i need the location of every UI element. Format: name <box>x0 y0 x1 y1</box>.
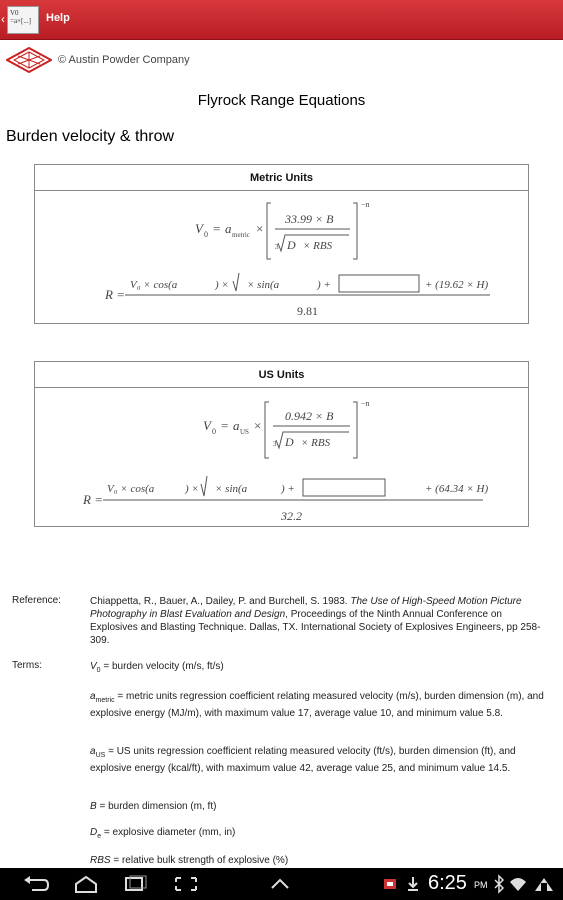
company-header <box>6 46 190 74</box>
term-symbol: D <box>90 827 98 838</box>
us-range-denom: 32.2 <box>281 509 302 523</box>
svg-text:×: × <box>256 221 264 236</box>
metric-range-mid: × sin(a <box>247 279 280 291</box>
metric-coeff: a <box>225 221 232 236</box>
battery-icon <box>532 874 556 894</box>
svg-text:−n: −n <box>361 399 370 408</box>
us-units-title: US Units <box>35 362 528 388</box>
metric-formula <box>35 191 528 328</box>
action-bar-title: Help <box>46 12 70 24</box>
metric-range-numer: V₀ × cos(a <box>130 279 178 291</box>
svg-text:3: 3 <box>275 243 279 251</box>
app-icon-text: V0 =a×[...] <box>10 9 31 25</box>
term-symbol: a <box>90 746 96 757</box>
reference-title: The Use of High-Speed Motion Picture Photography in Blast Evaluation and Design <box>90 596 522 620</box>
reference-authors: Chiappetta, R., Bauer, A., Dailey, P. and Burchell, S. 1983. <box>90 596 348 607</box>
term-text: = US units regression coefficient relating measured velocity (ft/s), burden dimension (ft), and explosive energy (kcal/ft), with maximum value 42, average value 25, and minimum value 14.5. <box>90 746 516 774</box>
us-range-mid: × sin(a <box>215 483 248 495</box>
metric-denom-rest: × RBS <box>303 240 333 252</box>
metric-range-end: + (19.62 × H) <box>425 279 489 291</box>
company-name: © Austin Powder Company <box>58 54 190 66</box>
term-text: = burden velocity (m/s, ft/s) <box>100 661 224 672</box>
page-title: Flyrock Range Equations <box>197 92 366 109</box>
term-text: = relative bulk strength of explosive (%) <box>110 855 289 866</box>
term-sub: e <box>97 833 102 840</box>
term-text: = burden dimension (m, ft) <box>96 801 217 812</box>
clock-time: 6:25 <box>428 872 467 894</box>
metric-range-denom: 9.81 <box>297 304 318 318</box>
us-coeff-sub: US <box>240 428 249 436</box>
term-symbol: B <box>90 801 97 812</box>
term-symbol: a <box>90 691 96 702</box>
us-range-numer: V₀ × cos(a <box>107 483 155 495</box>
term-a-metric <box>90 690 552 720</box>
us-units-box <box>34 361 529 527</box>
svg-text:=: = <box>213 221 221 236</box>
svg-text:) +: ) + <box>317 279 331 291</box>
terms-label: Terms: <box>12 660 42 671</box>
term-sub: metric <box>95 697 115 704</box>
svg-text:R =: R = <box>105 287 125 302</box>
svg-text:0: 0 <box>204 230 208 239</box>
screenshot-icon[interactable] <box>170 874 202 894</box>
us-range-end: + (64.34 × H) <box>425 483 489 495</box>
clock-ampm: PM <box>474 880 488 890</box>
svg-text:) ×: ) × <box>185 483 199 495</box>
back-caret-icon[interactable]: ‹ <box>1 12 5 26</box>
recent-apps-icon[interactable] <box>120 874 152 894</box>
us-numer: 0.942 × B <box>285 409 334 423</box>
us-denom: D <box>285 435 294 449</box>
term-text: = metric units regression coefficient relating measured velocity (m/s), burden dimension (m), and explosive energy (MJ/m), with maximum value 17, average value 10, and minimum value 5.8. <box>90 691 544 719</box>
svg-text:) ×: ) × <box>215 279 229 291</box>
svg-text:R =: R = <box>83 492 103 507</box>
us-coeff: a <box>233 418 240 433</box>
metric-numer: 33.99 × B <box>285 212 334 226</box>
chevron-up-icon[interactable] <box>264 874 296 894</box>
us-formula <box>35 388 528 531</box>
reference-text <box>90 595 552 647</box>
metric-units-title: Metric Units <box>35 165 528 191</box>
svg-text:×: × <box>254 418 262 433</box>
term-de <box>90 826 552 843</box>
metric-coeff-sub: metric <box>232 231 250 239</box>
svg-text:−n: −n <box>361 200 370 209</box>
app-icon[interactable] <box>7 6 39 34</box>
term-v0 <box>90 660 552 677</box>
term-rbs <box>90 854 552 867</box>
term-sub: US <box>95 752 106 759</box>
action-bar <box>0 0 563 40</box>
austin-powder-logo-icon <box>6 47 52 73</box>
us-v0-lhs: V <box>203 418 211 433</box>
svg-text:=: = <box>221 418 229 433</box>
reference-rest: , Proceedings of the Ninth Annual Conference on Explosives and Blasting Technique. Dallas, TX. International Society of Explosives Engineers, pp 258-309. <box>90 609 541 646</box>
section-title: Burden velocity & throw <box>6 128 175 145</box>
svg-text:3: 3 <box>273 440 277 448</box>
download-icon[interactable] <box>403 874 423 894</box>
term-b <box>90 800 552 813</box>
us-denom-rest: × RBS <box>301 437 331 449</box>
metric-formula-graphic <box>35 191 528 323</box>
term-symbol: V <box>90 661 97 672</box>
term-sub: 0 <box>96 667 101 674</box>
us-formula-graphic <box>35 388 528 526</box>
system-nav-bar <box>0 868 563 900</box>
metric-denom: D <box>287 238 296 252</box>
svg-text:) +: ) + <box>281 483 295 495</box>
term-a-us <box>90 745 552 775</box>
svg-text:0: 0 <box>212 427 216 436</box>
metric-v0-lhs: V <box>195 221 203 236</box>
metric-units-box <box>34 164 529 324</box>
reference-label: Reference: <box>12 595 61 606</box>
term-text: = explosive diameter (mm, in) <box>101 827 236 838</box>
bluetooth-icon <box>492 874 506 894</box>
home-icon[interactable] <box>70 874 102 894</box>
notification-icon[interactable] <box>380 874 400 894</box>
wifi-icon <box>508 874 528 894</box>
back-icon[interactable] <box>20 874 52 894</box>
term-symbol: RBS <box>90 855 111 866</box>
